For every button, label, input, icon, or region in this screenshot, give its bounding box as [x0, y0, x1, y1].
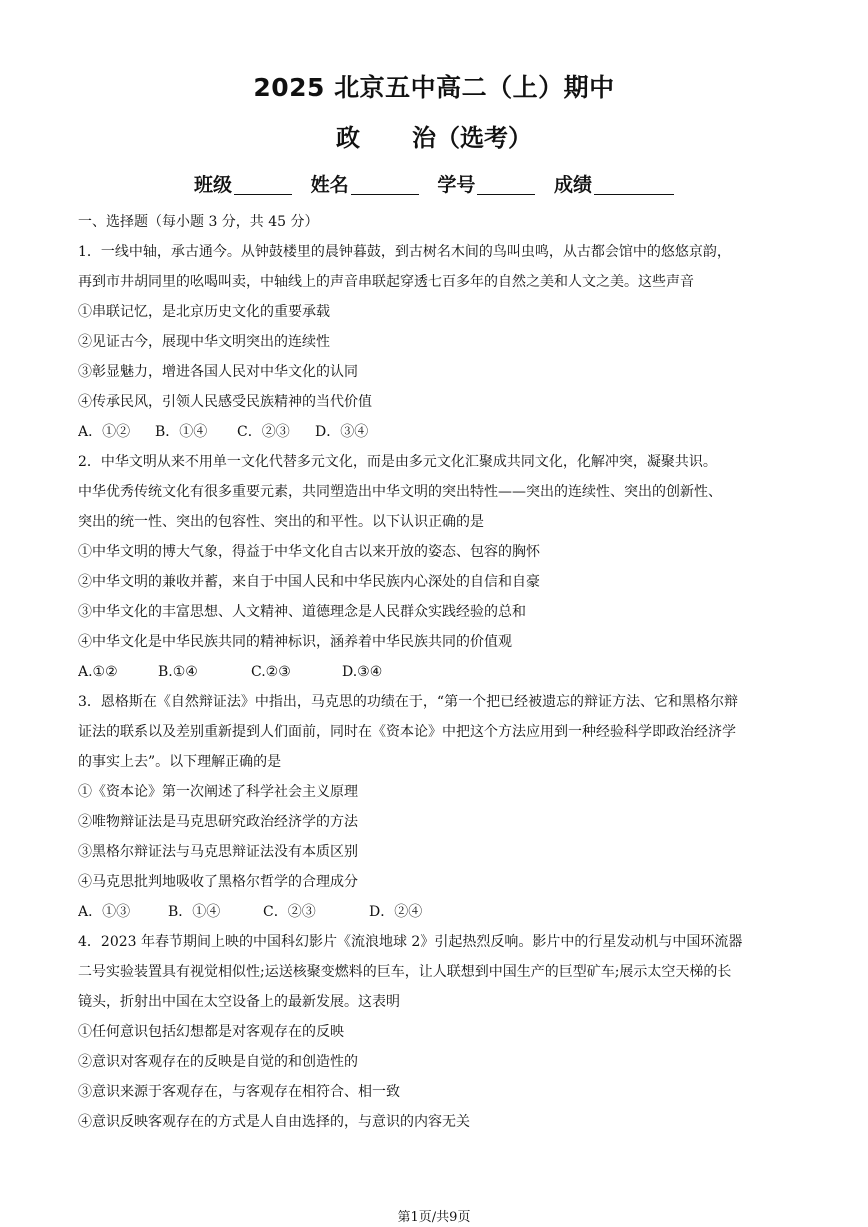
class-label: 班级 — [194, 174, 233, 196]
question-stem-line: 再到市井胡同里的吆喝叫卖，中轴线上的声音串联起穿透七百多年的自然之美和人文之美。这些声音 — [78, 274, 694, 290]
statement-option: ①任何意识包括幻想都是对客观存在的反映 — [78, 1024, 344, 1040]
name-field — [311, 170, 419, 197]
statement-option: ②见证古今，展现中华文明突出的连续性 — [78, 334, 330, 350]
statement-option: ③彰显魅力，增进各国人民对中华文化的认同 — [78, 364, 358, 380]
statement-option: ④马克思批判地吸收了黑格尔哲学的合理成分 — [78, 874, 358, 890]
answer-choice-a[interactable]: A．①② — [78, 424, 131, 440]
answer-choice-b[interactable]: B.①④ — [158, 664, 198, 680]
answer-choice-d[interactable]: D．②④ — [369, 904, 423, 920]
statement-option: ③中华文化的丰富思想、人文精神、道德理念是人民群众实践经验的总和 — [78, 604, 526, 620]
statement-option: ④中华文化是中华民族共同的精神标识，涵养着中华民族共同的价值观 — [78, 634, 512, 650]
name-blank[interactable] — [351, 174, 419, 195]
answer-choices — [78, 417, 803, 447]
answer-choice-d[interactable]: D．③④ — [315, 424, 369, 440]
question-stem-line: 证法的联系以及差别重新提到人们面前，同时在《资本论》中把这个方法应用到一种经验科学即政治经济学 — [78, 724, 736, 740]
answer-choice-c[interactable]: C.②③ — [251, 664, 291, 680]
section-heading: 一、选择题（每小题 3 分，共 45 分） — [78, 214, 319, 230]
answer-choice-a[interactable]: A.①② — [78, 664, 118, 680]
statement-option: ①《资本论》第一次阐述了科学社会主义原理 — [78, 784, 358, 800]
class-blank[interactable] — [234, 174, 292, 195]
answer-choice-b[interactable]: B．①④ — [155, 424, 208, 440]
page-number: 第1页/共9页 — [397, 1210, 471, 1225]
class-field — [194, 170, 292, 197]
statement-option: ③意识来源于客观存在，与客观存在相符合、相一致 — [78, 1084, 400, 1100]
answer-choice-c[interactable]: C．②③ — [263, 904, 316, 920]
question-3 — [78, 687, 803, 927]
student-info-row — [0, 170, 868, 197]
question-2 — [78, 447, 803, 687]
question-stem-line: 中华优秀传统文化有很多重要元素，共同塑造出中华文明的突出特性——突出的连续性、突出的创新性、 — [78, 484, 722, 500]
question-stem-line: 二号实验装置具有视觉相似性;运送核聚变燃料的巨车，让人联想到中国生产的巨型矿车;展示太空天梯的长 — [78, 964, 732, 980]
statement-option: ④意识反映客观存在的方式是人自由选择的，与意识的内容无关 — [78, 1114, 470, 1130]
exam-title: 2025 北京五中高二（上）期中 — [253, 73, 615, 102]
answer-choice-b[interactable]: B．①④ — [168, 904, 221, 920]
statement-option: ②唯物辩证法是马克思研究政治经济学的方法 — [78, 814, 358, 830]
statement-option: ②意识对客观存在的反映是自觉的和创造性的 — [78, 1054, 358, 1070]
score-field — [554, 170, 674, 197]
question-1 — [78, 237, 803, 447]
statement-option: ①中华文明的博大气象，得益于中华文化自古以来开放的姿态、包容的胸怀 — [78, 544, 540, 560]
answer-choices — [78, 657, 803, 687]
score-blank[interactable] — [594, 174, 674, 195]
question-4 — [78, 927, 803, 1137]
question-stem-line: 突出的统一性、突出的包容性、突出的和平性。以下认识正确的是 — [78, 514, 484, 530]
subject-right: 治（选考） — [412, 124, 532, 152]
question-stem-line: 的事实上去”。以下理解正确的是 — [78, 754, 282, 770]
name-label: 姓名 — [310, 174, 349, 196]
score-label: 成绩 — [553, 174, 592, 196]
subject-left: 政 — [336, 124, 360, 152]
question-stem-line: 镜头，折射出中国在太空设备上的最新发展。这表明 — [78, 994, 400, 1010]
student-id-blank[interactable] — [477, 174, 535, 195]
exam-content — [78, 207, 803, 1137]
student-id-field — [437, 170, 535, 197]
question-stem-line: 2．中华文明从来不用单一文化代替多元文化，而是由多元文化汇聚成共同文化，化解冲突，凝聚共识。 — [78, 454, 717, 470]
question-stem-line: 3．恩格斯在《自然辩证法》中指出，马克思的功绩在于，“第一个把已经被遗忘的辩证方法、它和黑格尔辩 — [78, 694, 739, 710]
statement-option: ①串联记忆，是北京历史文化的重要承载 — [78, 304, 330, 320]
answer-choice-d[interactable]: D.③④ — [342, 664, 383, 680]
student-id-label: 学号 — [437, 174, 476, 196]
statement-option: ②中华文明的兼收并蓄，来自于中国人民和中华民族内心深处的自信和自豪 — [78, 574, 540, 590]
answer-choice-a[interactable]: A．①③ — [78, 904, 131, 920]
statement-option: ④传承民风，引领人民感受民族精神的当代价值 — [78, 394, 372, 410]
statement-option: ③黑格尔辩证法与马克思辩证法没有本质区别 — [78, 844, 358, 860]
exam-subject — [0, 118, 868, 153]
answer-choices — [78, 897, 803, 927]
question-stem-line: 4．2023 年春节期间上映的中国科幻影片《流浪地球 2》引起热烈反响。影片中的行星发动机与中国环流器 — [78, 934, 743, 950]
answer-choice-c[interactable]: C．②③ — [237, 424, 290, 440]
question-stem-line: 1．一线中轴，承古通今。从钟鼓楼里的晨钟暮鼓，到古树名木间的鸟叫虫鸣，从古都会馆中的悠悠京韵， — [78, 244, 731, 260]
